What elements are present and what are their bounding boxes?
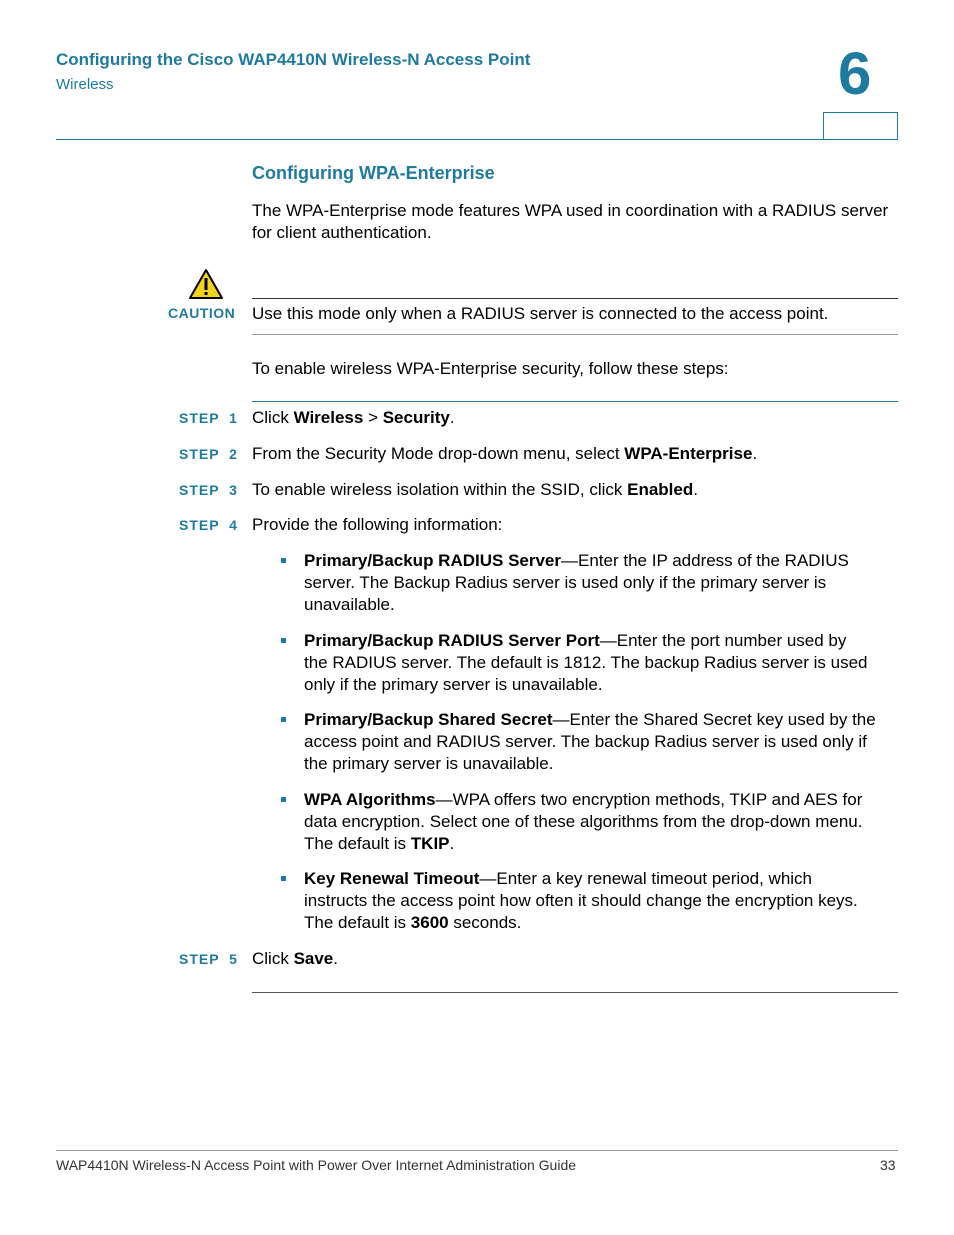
bullet-item: WPA Algorithms—WPA offers two encryption methods, TKIP and AES for data encryption. Select one of these algorithms from the drop-down menu. The default is TKIP. [304,790,863,853]
steps-rule [252,401,898,402]
step-label: STEP 2 [179,446,238,462]
footer-guide-title: WAP4410N Wireless-N Access Point with Power Over Internet Administration Guide [56,1157,577,1173]
bullet-marker [281,717,286,722]
running-header-title: Configuring the Cisco WAP4410N Wireless-N Access Point [56,50,531,69]
step-label: STEP 4 [179,517,238,533]
running-header-subtitle: Wireless [56,76,114,93]
step-text: Provide the following information: [252,515,503,534]
step-text: Click Save. [252,949,338,968]
bullet-marker [281,876,286,881]
warning-triangle-icon [188,268,224,300]
step-label: STEP 5 [179,951,238,967]
bullet-item: Primary/Backup RADIUS Server Port—Enter the port number used by the RADIUS server. The default is 1812. The backup Radius server is used only if the primary server is unavailable. [304,631,868,694]
header-rule [56,139,898,140]
caution-rule-bottom [252,334,898,335]
section-heading: Configuring WPA-Enterprise [252,163,495,183]
step-text: From the Security Mode drop-down menu, select WPA-Enterprise. [252,444,758,463]
bullet-item: Primary/Backup RADIUS Server—Enter the IP address of the RADIUS server. The Backup Radius server is used only if the primary server is unavailable. [304,551,849,614]
section-intro: The WPA-Enterprise mode features WPA used in coordination with a RADIUS server for client authentication. [252,201,889,242]
bullet-item: Primary/Backup Shared Secret—Enter the Shared Secret key used by the access point and RADIUS server. The backup Radius server is used only if the primary server is unavailable. [304,710,876,773]
caution-text: Use this mode only when a RADIUS server is connected to the access point. [252,304,829,323]
step-label: STEP 1 [179,410,238,426]
chapter-box [823,112,898,139]
step-label: STEP 3 [179,482,238,498]
caution-label: CAUTION [168,305,236,321]
procedure-end-rule [252,992,898,993]
chapter-number: 6 [838,40,872,107]
bullet-marker [281,638,286,643]
bullet-item: Key Renewal Timeout—Enter a key renewal timeout period, which instructs the access point how often it should change the encryption keys. The default is 3600 seconds. [304,869,858,932]
caution-rule-top [252,298,898,299]
bullet-marker [281,797,286,802]
steps-intro: To enable wireless WPA-Enterprise security, follow these steps: [252,359,729,378]
step-text: Click Wireless > Security. [252,408,455,427]
bullet-marker [281,558,286,563]
footer-rule [56,1150,898,1151]
page-number: 33 [880,1157,896,1173]
step-text: To enable wireless isolation within the SSID, click Enabled. [252,480,698,499]
